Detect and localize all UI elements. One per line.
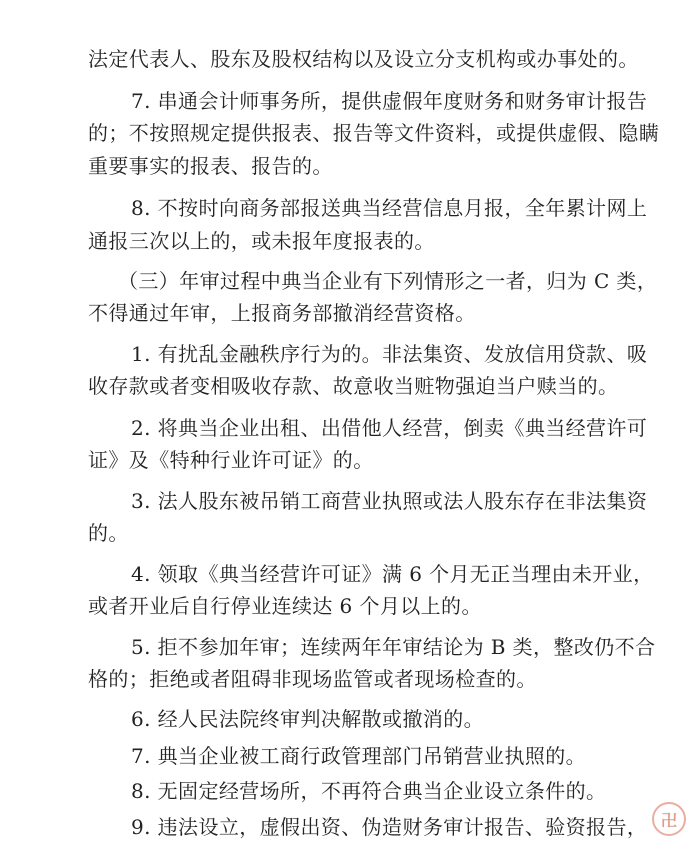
text-line: 通报三次以上的，或未报年度报表的。 <box>88 229 435 253</box>
text-line: 3. 法人股东被吊销工商营业执照或法人股东存在非法集资 <box>131 489 648 513</box>
text-line: 重要事实的报表、报告的。 <box>88 154 333 178</box>
text-line: （三）年审过程中典当企业有下列情形之一者，归为 C 类， <box>118 269 658 293</box>
text-line: 不得通过年审，上报商务部撤消经营资格。 <box>88 301 476 325</box>
text-line: 1. 有扰乱金融秩序行为的。非法集资、发放信用贷款、吸 <box>131 342 648 366</box>
text-line: 5. 拒不参加年审；连续两年年审结论为 B 类，整改仍不合 <box>131 635 656 659</box>
text-line: 4. 领取《典当经营许可证》满 6 个月无正当理由未开业， <box>131 562 654 586</box>
text-line: 9. 违法设立，虚假出资、伪造财务审计报告、验资报告， <box>131 815 648 839</box>
text-line: 8. 不按时向商务部报送典当经营信息月报，全年累计网上 <box>131 196 648 220</box>
text-line: 或者开业后自行停业连续达 6 个月以上的。 <box>88 594 482 618</box>
seal-icon: 卍 <box>652 802 686 836</box>
text-line: 7. 串通会计师事务所，提供虚假年度财务和财务审计报告 <box>131 89 648 113</box>
text-line: 的。 <box>88 521 129 545</box>
text-line: 2. 将典当企业出租、出借他人经营，倒卖《典当经营许可 <box>131 416 648 440</box>
text-line: 格的；拒绝或者阻碍非现场监管或者现场检查的。 <box>88 667 537 691</box>
text-line: 8. 无固定经营场所，不再符合典当企业设立条件的。 <box>131 779 607 803</box>
text-line: 证》及《特种行业许可证》的。 <box>88 448 374 472</box>
text-line: 的；不按照规定提供报表、报告等文件资料，或提供虚假、隐瞒 <box>88 121 660 145</box>
text-line: 收存款或者变相吸收存款、故意收当赃物强迫当户赎当的。 <box>88 374 619 398</box>
text-line: 6. 经人民法院终审判决解散或撤消的。 <box>131 707 485 731</box>
text-line: 7. 典当企业被工商行政管理部门吊销营业执照的。 <box>131 744 587 768</box>
text-line: 法定代表人、股东及股权结构以及设立分支机构或办事处的。 <box>88 47 639 71</box>
